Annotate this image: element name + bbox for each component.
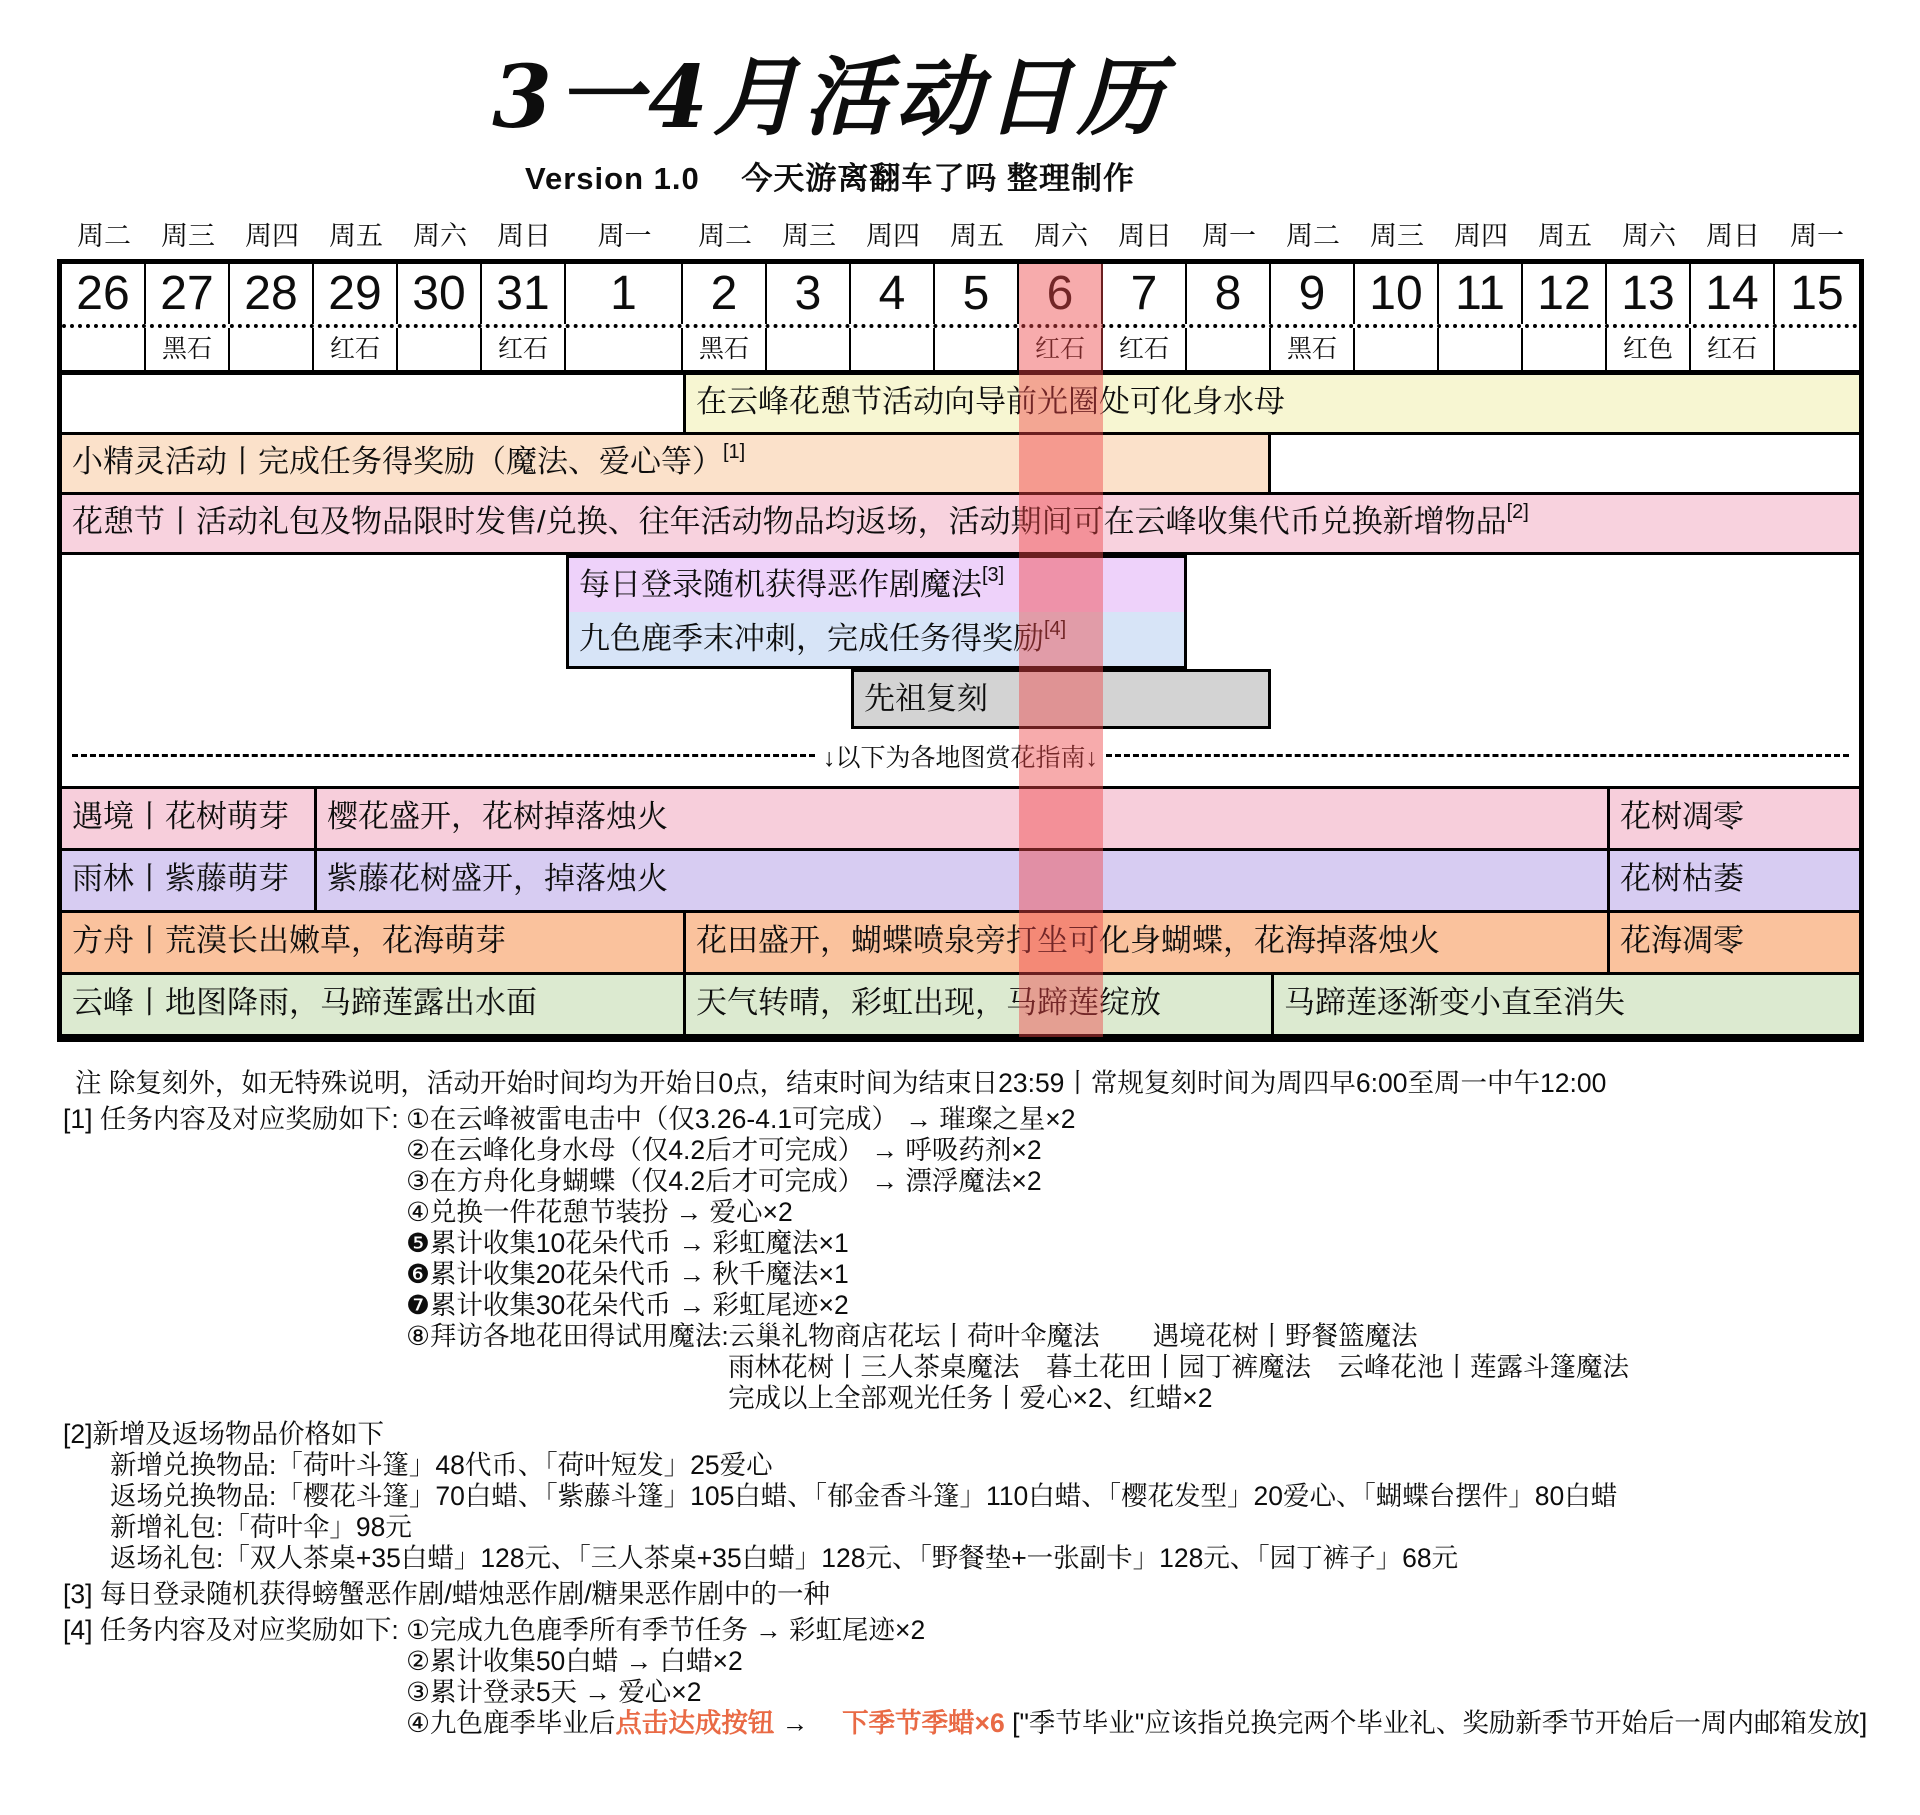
activity-row (62, 375, 1859, 435)
map-segment: 遇境丨花树萌芽 (62, 789, 314, 848)
map-segment: 花树凋零 (1607, 789, 1859, 848)
note-line (406, 1135, 1629, 1166)
stone-label: 黑石 (1271, 328, 1355, 370)
calendar-date-row (62, 264, 1859, 328)
stone-label: 黑石 (146, 328, 230, 370)
stone-label (851, 328, 935, 370)
note-text: 返场礼包:「双人茶桌+35白蜡」128元、「三人茶桌+35白蜡」128元、「野餐垫+一张副卡」128元、「园丁裤子」68元 (110, 1542, 1459, 1573)
note-block-label: [2]新增及返场物品价格如下 (63, 1418, 384, 1449)
weekday-label: 周二 (698, 220, 752, 251)
stone-label (1775, 328, 1859, 370)
calendar-weekday-row (62, 214, 1859, 253)
calendar-stone-row (62, 328, 1859, 375)
map-segment: 紫藤花树盛开，掉落烛火 (314, 851, 1607, 910)
weekday-label: 周日 (497, 220, 551, 251)
note-line (110, 1543, 1920, 1574)
note-text: 完成以上全部观光任务丨爱心×2、红蜡×2 (728, 1382, 1213, 1413)
note-text: 新增兑换物品:「荷叶斗篷」48代币、「荷叶短发」25爱心 (110, 1449, 773, 1480)
note-line (406, 1677, 1867, 1708)
note-line (406, 1228, 1629, 1259)
note-text: ②累计收集50白蜡 → 白蜡×2 (406, 1645, 743, 1676)
note-line (728, 1352, 1629, 1383)
note-general: 注 除复刻外，如无特殊说明，活动开始时间均为开始日0点，结束时间为结束日23:59丨常规复刻时间为周四早6:00至周一中午12:00 (75, 1067, 1607, 1098)
note-line (406, 1321, 1629, 1352)
stone-label: 黑石 (683, 328, 767, 370)
activity-row (62, 435, 1859, 495)
subtitle: Version 1.0 今天游离翻车了吗 整理制作 (525, 160, 1135, 196)
date-cell: 15 (1790, 266, 1844, 320)
stone-label (767, 328, 851, 370)
stone-label (398, 328, 482, 370)
stone-label (935, 328, 1019, 370)
date-cell: 2 (683, 264, 767, 324)
date-cell: 13 (1607, 264, 1691, 324)
activity-bar-segment: 花憩节丨活动礼包及物品限时发售/兑换、往年活动物品均返场，活动期间可在云峰收集代币兑换新增物品[2] (62, 495, 1859, 552)
weekday-label: 周一 (597, 220, 652, 251)
map-row-方舟 (62, 913, 1859, 975)
weekday-label: 周三 (782, 220, 836, 251)
stone-label (1523, 328, 1607, 370)
note-line (406, 1708, 1867, 1739)
note-text: ①在云峰被雷电击中（仅3.26-4.1可完成） → 璀璨之星×2 (406, 1103, 1076, 1134)
date-cell: 29 (314, 264, 398, 324)
weekday-label: 周日 (1118, 220, 1172, 251)
note-text: ["季节毕业"应该指兑换完两个毕业礼、奖励新季节开始后一周内邮箱发放] (1004, 1707, 1868, 1738)
weekday-label: 周五 (1538, 220, 1592, 251)
note-block (63, 1104, 1920, 1414)
stone-label (230, 328, 314, 370)
note-block-label: [4] 任务内容及对应奖励如下: (63, 1614, 407, 1645)
note-items (406, 1104, 1629, 1414)
map-row-云峰 (62, 975, 1859, 1037)
weekday-label: 周四 (245, 220, 299, 251)
notes-section (63, 1068, 1920, 1739)
activity-row (62, 612, 1859, 669)
activity-bar-segment: 在云峰花憩节活动向导前光圈处可化身水母 (683, 375, 1859, 432)
note-line (110, 1450, 1920, 1481)
note-line (110, 1481, 1920, 1512)
activity-bar-segment (1271, 435, 1859, 492)
note-text: ❻累计收集20花朵代币 → 秋千魔法×1 (406, 1258, 849, 1289)
calendar-table (57, 259, 1864, 1042)
note-items (406, 1615, 1867, 1739)
divider-label: ↓以下为各地图赏花指南↓ (823, 743, 1099, 772)
date-cell: 28 (230, 264, 314, 324)
note-text: ③累计登录5天 → 爱心×2 (406, 1676, 702, 1707)
date-cell: 11 (1439, 264, 1523, 324)
date-cell: 3 (767, 264, 851, 324)
map-segment: 花海凋零 (1607, 913, 1859, 972)
weekday-label: 周一 (1790, 220, 1844, 251)
highlighted-text: 点击达成按钮 (615, 1707, 775, 1738)
stone-label: 红石 (1019, 328, 1103, 370)
date-cell: 26 (62, 264, 146, 324)
weekday-label: 周五 (950, 220, 1004, 251)
date-cell: 12 (1523, 264, 1607, 324)
date-cell: 4 (851, 264, 935, 324)
map-row-雨林 (62, 851, 1859, 913)
note-line (406, 1290, 1629, 1321)
activity-bar-segment: 小精灵活动丨完成任务得奖励（魔法、爱心等）[1] (62, 435, 1271, 492)
date-cell: 9 (1271, 264, 1355, 324)
date-cell: 31 (482, 264, 566, 324)
page-title: 3一4月活动日历 (492, 47, 1168, 148)
note-text: 返场兑换物品:「樱花斗篷」70白蜡、「紫藤斗篷」105白蜡、「郁金香斗篷」110白蜡、「樱花发型」20爱心、「蝴蝶台摆件」80白蜡 (110, 1480, 1618, 1511)
activity-bar-segment: 先祖复刻 (851, 669, 1271, 729)
date-cell: 14 (1691, 264, 1775, 324)
stone-label (62, 328, 146, 370)
note-line (406, 1259, 1629, 1290)
divider-dash-right (1106, 754, 1849, 757)
stone-label (566, 328, 683, 370)
map-guide-divider (62, 726, 1859, 786)
date-cell: 27 (146, 264, 230, 324)
stone-label (1187, 328, 1271, 370)
stone-label (1355, 328, 1439, 370)
map-segment: 方舟丨荒漠长出嫩草，花海萌芽 (62, 913, 683, 972)
activity-bar-segment: 每日登录随机获得恶作剧魔法[3] (566, 555, 1187, 615)
stone-label (1439, 328, 1523, 370)
date-cell: 5 (935, 264, 1019, 324)
note-line (406, 1615, 1867, 1646)
weekday-label: 周二 (77, 220, 131, 251)
weekday-label: 周日 (1706, 220, 1760, 251)
weekday-label: 周一 (1202, 220, 1256, 251)
weekday-label: 周四 (866, 220, 920, 251)
note-text: ④九色鹿季毕业后 (406, 1707, 616, 1738)
weekday-label: 周三 (1370, 220, 1424, 251)
note-block (63, 1419, 1920, 1574)
note-line (110, 1512, 1920, 1543)
note-line (406, 1166, 1629, 1197)
activity-bar-segment: 九色鹿季末冲刺，完成任务得奖励[4] (566, 612, 1187, 669)
date-cell: 10 (1355, 264, 1439, 324)
divider-dash-left (72, 754, 815, 757)
weekday-label: 周四 (1454, 220, 1508, 251)
header (0, 0, 1660, 198)
activity-row (62, 669, 1859, 726)
note-text: ❺累计收集10花朵代币 → 彩虹魔法×1 (406, 1227, 849, 1258)
date-cell: 30 (398, 264, 482, 324)
note-line (728, 1383, 1629, 1414)
date-cell: 7 (1103, 264, 1187, 324)
weekday-label: 周二 (1286, 220, 1340, 251)
note-block-label: [1] 任务内容及对应奖励如下: (63, 1103, 407, 1134)
map-segment: 樱花盛开，花树掉落烛火 (314, 789, 1607, 848)
activity-row (62, 495, 1859, 555)
activity-row (62, 555, 1859, 612)
activity-bar-segment (62, 375, 683, 432)
note-block (63, 1579, 1920, 1610)
note-text: 新增礼包:「荷叶伞」98元 (110, 1511, 412, 1542)
date-cell: 1 (566, 264, 683, 324)
map-segment: 雨林丨紫藤萌芽 (62, 851, 314, 910)
weekday-label: 周五 (329, 220, 383, 251)
stone-label: 红色 (1607, 328, 1691, 370)
note-block-label: [3] 每日登录随机获得螃蟹恶作剧/蜡烛恶作剧/糖果恶作剧中的一种 (63, 1578, 831, 1609)
note-text: → (774, 1707, 843, 1738)
note-line (406, 1104, 1629, 1135)
map-segment: 天气转晴，彩虹出现，马蹄莲绽放 (683, 975, 1271, 1034)
note-text: ③在方舟化身蝴蝶（仅4.2后才可完成） → 漂浮魔法×2 (406, 1165, 1042, 1196)
weekday-label: 周六 (413, 220, 467, 251)
note-line (406, 1646, 1867, 1677)
note-text: 雨林花树丨三人茶桌魔法 暮土花田丨园丁裤魔法 云峰花池丨莲露斗篷魔法 (728, 1351, 1630, 1382)
note-text: ⑧拜访各地花田得试用魔法:云巢礼物商店花坛丨荷叶伞魔法 遇境花树丨野餐篮魔法 (406, 1320, 1418, 1351)
note-block (63, 1615, 1920, 1739)
note-items (110, 1450, 1920, 1574)
map-segment: 花树枯萎 (1607, 851, 1859, 910)
stone-label: 红石 (314, 328, 398, 370)
weekday-label: 周三 (161, 220, 215, 251)
note-line (406, 1197, 1629, 1228)
highlighted-text: 下季节季蜡×6 (842, 1707, 1005, 1738)
note-text: ①完成九色鹿季所有季节任务 → 彩虹尾迹×2 (406, 1614, 926, 1645)
stone-label: 红石 (482, 328, 566, 370)
weekday-label: 周六 (1034, 220, 1088, 251)
map-segment: 云峰丨地图降雨，马蹄莲露出水面 (62, 975, 683, 1034)
map-row-遇境 (62, 786, 1859, 851)
date-cell: 6 (1019, 264, 1103, 324)
map-segment: 马蹄莲逐渐变小直至消失 (1271, 975, 1859, 1034)
note-text: ②在云峰化身水母（仅4.2后才可完成） → 呼吸药剂×2 (406, 1134, 1042, 1165)
stone-label: 红石 (1103, 328, 1187, 370)
map-segment: 花田盛开，蝴蝶喷泉旁打坐可化身蝴蝶，花海掉落烛火 (683, 913, 1607, 972)
stone-label: 红石 (1691, 328, 1775, 370)
note-text: ④兑换一件花憩节装扮 → 爱心×2 (406, 1196, 793, 1227)
weekday-label: 周六 (1622, 220, 1676, 251)
date-cell: 8 (1187, 264, 1271, 324)
note-text: ❼累计收集30花朵代币 → 彩虹尾迹×2 (406, 1289, 849, 1320)
